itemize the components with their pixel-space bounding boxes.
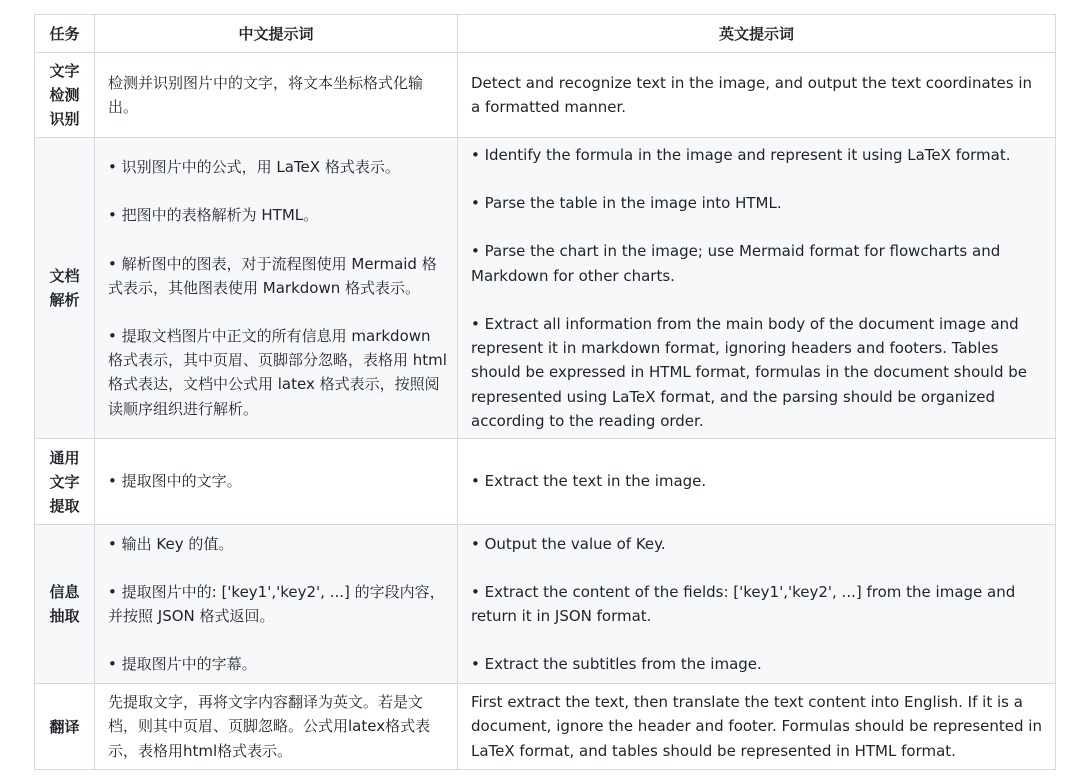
english-prompt-cell xyxy=(458,525,1056,684)
table-row xyxy=(35,525,1056,684)
chinese-prompt-cell xyxy=(95,525,458,684)
table-row xyxy=(35,138,1056,439)
task-label-line: 检测 xyxy=(49,86,80,104)
task-label-line: 提取 xyxy=(49,496,80,515)
chinese-prompt-text: • 解析图中的图表，对于流程图使用 Mermaid 格式表示，其他图表使用 Markdown 格式表示。 xyxy=(108,254,437,297)
english-prompt-cell xyxy=(458,439,1056,525)
task-cell xyxy=(35,53,95,138)
chinese-prompt-text: • 提取图片中的字幕。 xyxy=(108,655,257,674)
chinese-prompt-cell xyxy=(95,439,458,525)
chinese-prompt-text: • 输出 Key 的值。 xyxy=(108,534,234,553)
task-label-line: 解析 xyxy=(49,291,80,309)
english-prompt-text: • Extract the content of the fields: ['key1','key2', ...] from the image and return it in JSON format. xyxy=(471,582,1016,625)
task-label-line: 识别 xyxy=(49,110,80,128)
header-english-prompt: 英文提示词 xyxy=(458,15,1056,53)
prompt-table-container xyxy=(34,14,1055,770)
english-prompt-cell xyxy=(458,138,1056,439)
chinese-prompt-text: • 提取文档图片中正文的所有信息用 markdown 格式表示，其中页眉、页脚部分忽略，表格用 html 格式表达，文档中公式用 latex 格式表示，按照阅读顺序组织进行解析。 xyxy=(108,327,447,418)
task-label-line: 抽取 xyxy=(49,607,80,625)
english-prompt-text: • Extract the subtitles from the image. xyxy=(471,655,762,674)
task-cell xyxy=(35,439,95,525)
chinese-prompt-text: • 提取图片中的: ['key1','key2', ...] 的字段内容，并按照 JSON 格式返回。 xyxy=(108,582,445,625)
task-label-line: 信息 xyxy=(49,583,80,601)
task-label-line: 文字 xyxy=(49,472,80,491)
english-prompt-text: First extract the text, then translate the text content into English. If it is a document, ignore the header and footer. Formulas should be represented in LaTeX format, and tables should be represented in HTML format. xyxy=(471,693,1042,760)
chinese-prompt-cell xyxy=(95,138,458,439)
task-label-line: 文字 xyxy=(49,62,80,80)
english-prompt-text: • Extract all information from the main body of the document image and represent it in markdown format, ignoring headers and footers. Tables should be expressed in HTML format, formulas in the document should be represented using LaTeX format, and the parsing should be organized according to the reading order. xyxy=(471,314,1028,430)
chinese-prompt-text: 先提取文字，再将文字内容翻译为英文。若是文档，则其中页眉、页脚忽略。公式用latex格式表示，表格用html格式表示。 xyxy=(108,693,431,760)
task-label-line: 翻译 xyxy=(49,717,80,736)
task-label-line: 通用 xyxy=(49,448,80,467)
chinese-prompt-text: 检测并识别图片中的文字，将文本坐标格式化输出。 xyxy=(108,73,424,116)
task-label-line: 文档 xyxy=(49,267,80,285)
chinese-prompt-text: • 提取图中的文字。 xyxy=(108,472,242,491)
chinese-prompt-cell xyxy=(95,684,458,770)
english-prompt-cell xyxy=(458,684,1056,770)
task-cell xyxy=(35,525,95,684)
table-row xyxy=(35,53,1056,138)
english-prompt-text: • Parse the chart in the image; use Mermaid format for flowcharts and Markdown for other charts. xyxy=(471,242,1001,285)
chinese-prompt-text: • 识别图片中的公式，用 LaTeX 格式表示。 xyxy=(108,158,400,177)
chinese-prompt-text: • 把图中的表格解析为 HTML。 xyxy=(108,206,319,225)
english-prompt-text: • Extract the text in the image. xyxy=(471,472,707,491)
header-chinese-prompt: 中文提示词 xyxy=(95,15,458,53)
chinese-prompt-cell xyxy=(95,53,458,138)
header-task: 任务 xyxy=(35,15,95,53)
english-prompt-cell xyxy=(458,53,1056,138)
english-prompt-text: Detect and recognize text in the image, and output the text coordinates in a formatted manner. xyxy=(471,73,1033,116)
english-prompt-text: • Identify the formula in the image and represent it using LaTeX format. xyxy=(471,146,1011,165)
table-row xyxy=(35,684,1056,770)
task-cell xyxy=(35,138,95,439)
task-cell xyxy=(35,684,95,770)
table-row xyxy=(35,439,1056,525)
english-prompt-text: • Parse the table in the image into HTML. xyxy=(471,194,782,213)
header-row xyxy=(35,15,1056,53)
english-prompt-text: • Output the value of Key. xyxy=(471,534,666,553)
prompt-table xyxy=(34,14,1056,770)
